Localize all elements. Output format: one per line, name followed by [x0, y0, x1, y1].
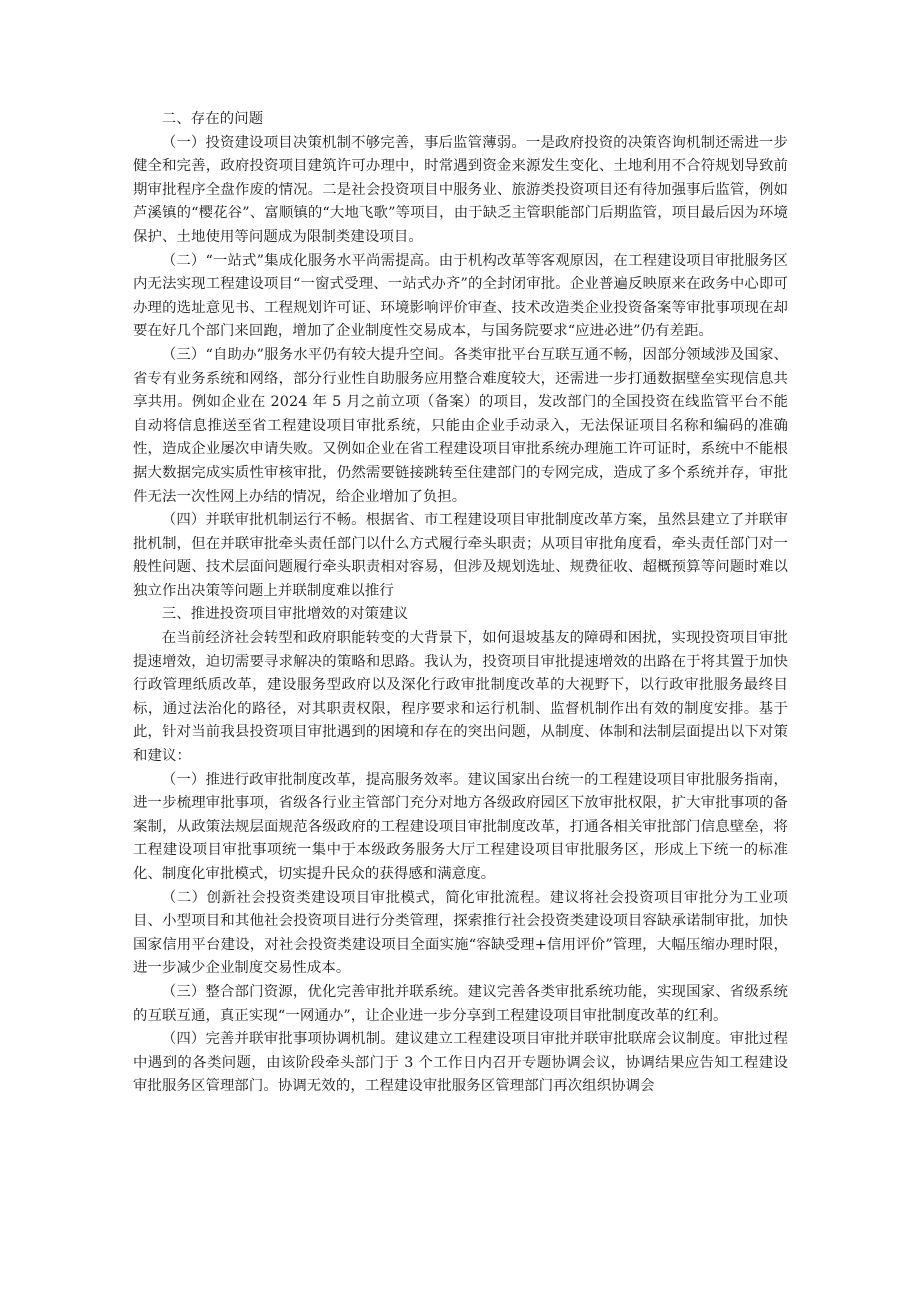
paragraph-suggestion-2: （二）创新社会投资类建设项目审批模式，简化审批流程。建议将社会投资项目审批分为工业项目、小型项目和其他社会投资项目进行分类管理，探索推行社会投资类建设项目容缺承诺制审批，加快国家信用平台建设，对社会投资类建设项目全面实施“容缺受理+信用评价”管理，大幅压缩办理时限，进一步减少企业制度交易性成本。 [133, 889, 788, 977]
paragraph-suggestion-3: （三）整合部门资源，优化完善审批并联系统。建议完善各类审批系统功能，实现国家、省级系统的互联互通，真正实现“一网通办”，让企业进一步分享到工程建设项目审批制度改革的红利。 [133, 983, 788, 1024]
paragraph-problem-4: （四）并联审批机制运行不畅。根据省、市工程建设项目审批制度改革方案，虽然县建立了并联审批机制，但在并联审批牵头责任部门以什么方式履行牵头职责；从项目审批角度看，牵头责任部门对一般性问题、技术层面问题履行牵头职责相对容易，但涉及规划选址、规费征收、超概预算等问题时难以独立作出决策等问题上并联制度难以推行 [133, 512, 788, 599]
section-heading-problems: 二、存在的问题 [161, 111, 264, 127]
section-heading-suggestions: 三、推进投资项目审批增效的对策建议 [161, 606, 409, 623]
paragraph-problem-3: （三）“自助办”服务水平仍有较大提升空间。各类审批平台互联互通不畅，因部分领域涉及国家、省专有业务系统和网络，部分行业性自助服务应用整合难度较大，还需进一步打通数据壁垒实现信息共享共用。例如企业在 2024 年 5 月之前立项（备案）的项目，发改部门的全国投资在线监管平台不能自动将信息推送至省工程建设项目审批系统，只能由企业手动录入，无法保证项目名称和编码的准确性，造成企业屡次申请失败。又例如企业在省工程建设项目审批系统办理施工许可证时，系统中不能根据大数据完成实质性审核审批，仍然需要链接跳转至住建部门的专网完成，造成了多个系统并存，审批件无法一次性网上办结的情况，给企业增加了负担。 [133, 346, 788, 505]
paragraph-suggestion-4: （四）完善并联审批事项协调机制。建议建立工程建设项目审批并联审批联席会议制度。审批过程中遇到的各类问题，由该阶段牵头部门于 3 个工作日内召开专题协调会议，协调结果应告知工程建设审批服务区管理部门。协调无效的，工程建设审批服务区管理部门再次组织协调会 [133, 1031, 788, 1095]
paragraph-suggestion-intro: 在当前经济社会转型和政府职能转变的大背景下，如何退坡基友的障碍和困扰，实现投资项目审批提速增效，迫切需要寻求解决的策略和思路。我认为，投资项目审批提速增效的出路在于将其置于加快行政管理纸质改革，建设服务型政府以及深化行政审批制度改革的大视野下，以行政审批服务最终目标，通过法治化的路径，对其职责权限，程序要求和运行机制、监督机制作出有效的制度安排。基于此，针对当前我县投资项目审批遇到的困境和存在的突出问题，从制度、体制和法制层面提出以下对策和建议： [133, 630, 788, 765]
document-body [133, 108, 788, 1099]
paragraph-problem-1: （一）投资建设项目决策机制不够完善，事后监管薄弱。一是政府投资的决策咨询机制还需进一步健全和完善，政府投资项目建筑许可办理中，时常遇到资金来源发生变化、土地利用不合符规划导致前期审批程序全盘作废的情况。二是社会投资项目中服务业、旅游类投资项目还有待加强事后监管，例如芦溪镇的“樱花谷”、富顺镇的“大地飞歌”等项目，由于缺乏主管职能部门后期监管，项目最后因为环境保护、土地使用等问题成为限制类建设项目。 [133, 134, 788, 245]
paragraph-suggestion-1: （一）推进行政审批制度改革，提高服务效率。建议国家出台统一的工程建设项目审批服务指南，进一步梳理审批事项，省级各行业主管部门充分对地方各级政府园区下放审批权限，扩大审批事项的备案制，从政策法规层面规范各级政府的工程建设项目审批制度改革，打通各相关审批部门信息壁垒，将工程建设项目审批事项统一集中于本级政务服务大厅工程建设项目审批服务区，形成上下统一的标准化、制度化审批模式，切实提升民众的获得感和满意度。 [133, 771, 788, 882]
paragraph-problem-2: （二）“一站式”集成化服务水平尚需提高。由于机构改革等客观原因，在工程建设项目审批服务区内无法实现工程建设项目“一窗式受理、一站式办齐”的全封闭审批。企业普遍反映原来在政务中心即可办理的选址意见书、工程规划许可证、环境影响评价审查、技术改造类企业投资备案等审批事项现在却要在好几个部门来回跑，增加了企业制度性交易成本，与国务院要求“应进必进”仍有差距。 [133, 252, 788, 340]
